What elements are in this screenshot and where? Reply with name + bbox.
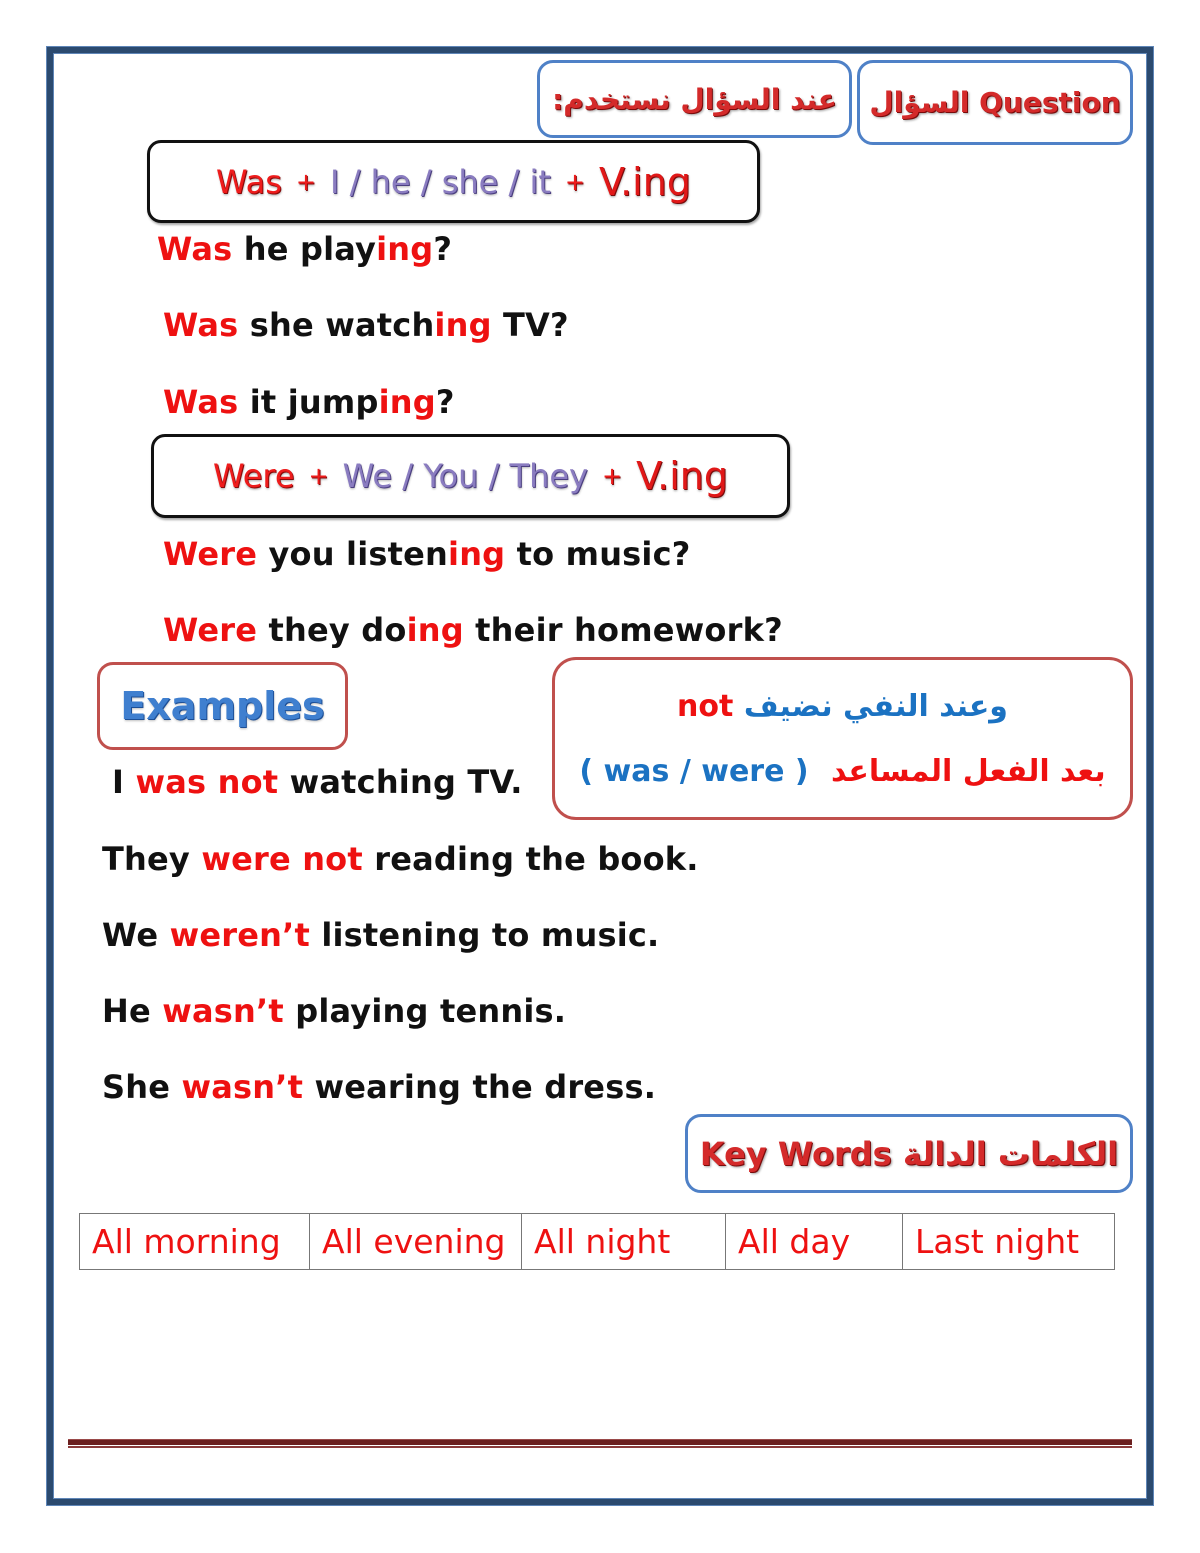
subject: He (102, 992, 163, 1030)
question-title-text: السؤال Question (869, 86, 1121, 119)
sentence-text: you listen (257, 535, 449, 573)
sentence-end: ? (435, 383, 455, 421)
ing-suffix: ing (448, 535, 506, 573)
formula-aux: Were (212, 457, 295, 495)
formula-plus: + (564, 167, 585, 196)
footer-divider (68, 1439, 1132, 1445)
key-word-cell: All morning (80, 1214, 310, 1270)
examples-title-box (97, 662, 348, 750)
arabic-text: بعد الفعل المساعد (831, 753, 1106, 789)
sentence-text: she watch (238, 306, 435, 344)
formula-plus: + (308, 462, 329, 490)
negative-example-3 (102, 916, 659, 954)
ing-suffix: ing (378, 383, 436, 421)
negation-line-2 (579, 754, 1105, 789)
key-words-title-box (685, 1114, 1133, 1193)
subject: They (102, 840, 202, 878)
aux-verb: Was (157, 230, 233, 268)
question-instruction-text: عند السؤال نستخدم: (552, 82, 837, 116)
aux-verbs-text: ( was / were ) (579, 753, 809, 789)
negation-line-1 (677, 689, 1008, 724)
negative-aux: wasn’t (162, 992, 284, 1030)
ing-suffix: ing (376, 230, 434, 268)
sentence-end: to music? (505, 535, 691, 573)
arabic-text: وعند النفي نضيف (743, 688, 1008, 724)
table-row (80, 1214, 1115, 1270)
sentence-end: ? (433, 230, 453, 268)
key-words-table (79, 1213, 1115, 1270)
negative-example-5 (102, 1068, 656, 1106)
ing-suffix: ing (406, 611, 464, 649)
negation-note-box (552, 657, 1133, 820)
was-question-3 (163, 383, 455, 421)
was-formula-box (147, 140, 760, 223)
were-formula-box (151, 434, 790, 518)
sentence-end: their homework? (463, 611, 783, 649)
key-words-title: Key Words الكلمات الدالة (699, 1134, 1119, 1173)
sentence-rest: reading the book. (362, 840, 699, 878)
aux-verb: Was (163, 306, 239, 344)
negative-aux: weren’t (169, 916, 310, 954)
footer-divider-thin (68, 1446, 1132, 1448)
formula-subjects: I / he / she / it (330, 162, 551, 201)
was-question-2 (163, 306, 569, 344)
sentence-text: they do (257, 611, 407, 649)
ing-suffix: ing (434, 306, 492, 344)
aux-verb: Was (163, 383, 239, 421)
was-question-1 (157, 230, 452, 268)
sentence-rest: listening to music. (310, 916, 660, 954)
negative-aux: were not (201, 840, 363, 878)
question-instruction-box (537, 60, 852, 138)
formula-plus: + (601, 462, 623, 490)
formula-aux: Was (216, 162, 282, 201)
sentence-text: it jump (238, 383, 379, 421)
formula-verb: V.ing (599, 159, 691, 204)
were-question-1 (163, 535, 691, 573)
were-question-2 (163, 611, 783, 649)
key-word-cell: Last night (903, 1214, 1115, 1270)
aux-verb: Were (163, 535, 258, 573)
sentence-text: he play (232, 230, 377, 268)
formula-verb: V.ing (636, 454, 729, 498)
sentence-end: TV? (491, 306, 569, 344)
subject: I (112, 763, 136, 801)
formula-subjects: We / You / They (342, 457, 588, 495)
key-word-cell: All evening (310, 1214, 522, 1270)
sentence-rest: watching TV. (278, 763, 523, 801)
examples-title: Examples (120, 684, 325, 728)
negative-example-1 (112, 763, 523, 801)
not-keyword: not (677, 688, 734, 724)
negative-aux: wasn’t (181, 1068, 304, 1106)
question-title-box (857, 60, 1133, 145)
negative-example-4 (102, 992, 566, 1030)
formula-plus: + (295, 167, 317, 196)
negative-aux: was not (135, 763, 279, 801)
negative-example-2 (102, 840, 699, 878)
sentence-rest: playing tennis. (283, 992, 567, 1030)
key-word-cell: All day (726, 1214, 903, 1270)
key-word-cell: All night (522, 1214, 726, 1270)
aux-verb: Were (163, 611, 258, 649)
subject: She (102, 1068, 182, 1106)
sentence-rest: wearing the dress. (303, 1068, 657, 1106)
subject: We (102, 916, 170, 954)
